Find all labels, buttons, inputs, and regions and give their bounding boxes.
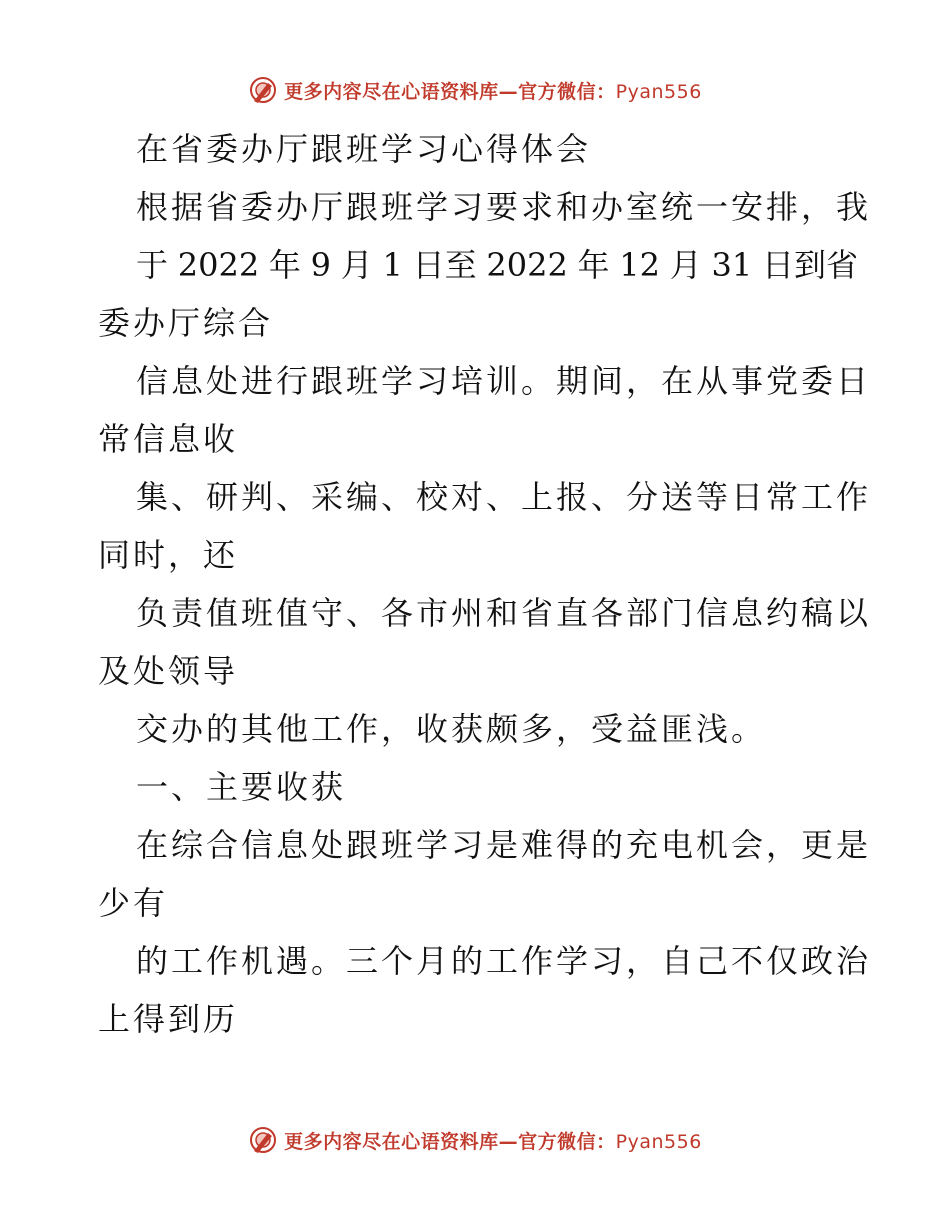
text-line: 同时，还 xyxy=(98,536,239,574)
text-line: 根据省委办厅跟班学习要求和办室统一安排，我 xyxy=(136,188,872,226)
banner-wechat-id: Pyan556 xyxy=(615,1130,702,1153)
banner-wechat-id: Pyan556 xyxy=(615,80,702,103)
pen-circle-logo-icon xyxy=(248,1125,278,1155)
banner-label: 更多内容尽在心语资料库—官方微信： xyxy=(284,1130,616,1153)
document-lines xyxy=(98,178,872,1048)
text-line: 常信息收 xyxy=(98,420,239,458)
banner-label: 更多内容尽在心语资料库—官方微信： xyxy=(284,80,616,103)
document-body xyxy=(98,120,872,1048)
text-line: 及处领导 xyxy=(98,652,239,690)
text-line: 于 2022 年 9 月 1 日至 2022 年 12 月 31 日到省 xyxy=(136,246,858,284)
text-line: 交办的其他工作，收获颇多，受益匪浅。 xyxy=(136,710,767,748)
header-watermark-banner xyxy=(0,70,950,110)
text-line: 信息处进行跟班学习培训。期间，在从事党委日 xyxy=(136,362,872,400)
text-line: 少有 xyxy=(98,884,169,922)
document-title: 在省委办厅跟班学习心得体会 xyxy=(136,130,592,168)
text-line: 在综合信息处跟班学习是难得的充电机会，更是 xyxy=(136,826,872,864)
text-line: 集、研判、采编、校对、上报、分送等日常工作 xyxy=(136,478,872,516)
text-line: 一、主要收获 xyxy=(136,768,347,806)
text-line: 的工作机遇。三个月的工作学习，自己不仅政治 xyxy=(136,942,872,980)
text-line: 负责值班值守、各市州和省直各部门信息约稿以 xyxy=(136,594,872,632)
banner-text xyxy=(284,1127,702,1154)
text-line: 委办厅综合 xyxy=(98,304,274,342)
banner-text xyxy=(284,77,702,104)
text-line: 上得到历 xyxy=(98,1000,239,1038)
footer-watermark-banner xyxy=(0,1120,950,1160)
pen-circle-logo-icon xyxy=(248,75,278,105)
